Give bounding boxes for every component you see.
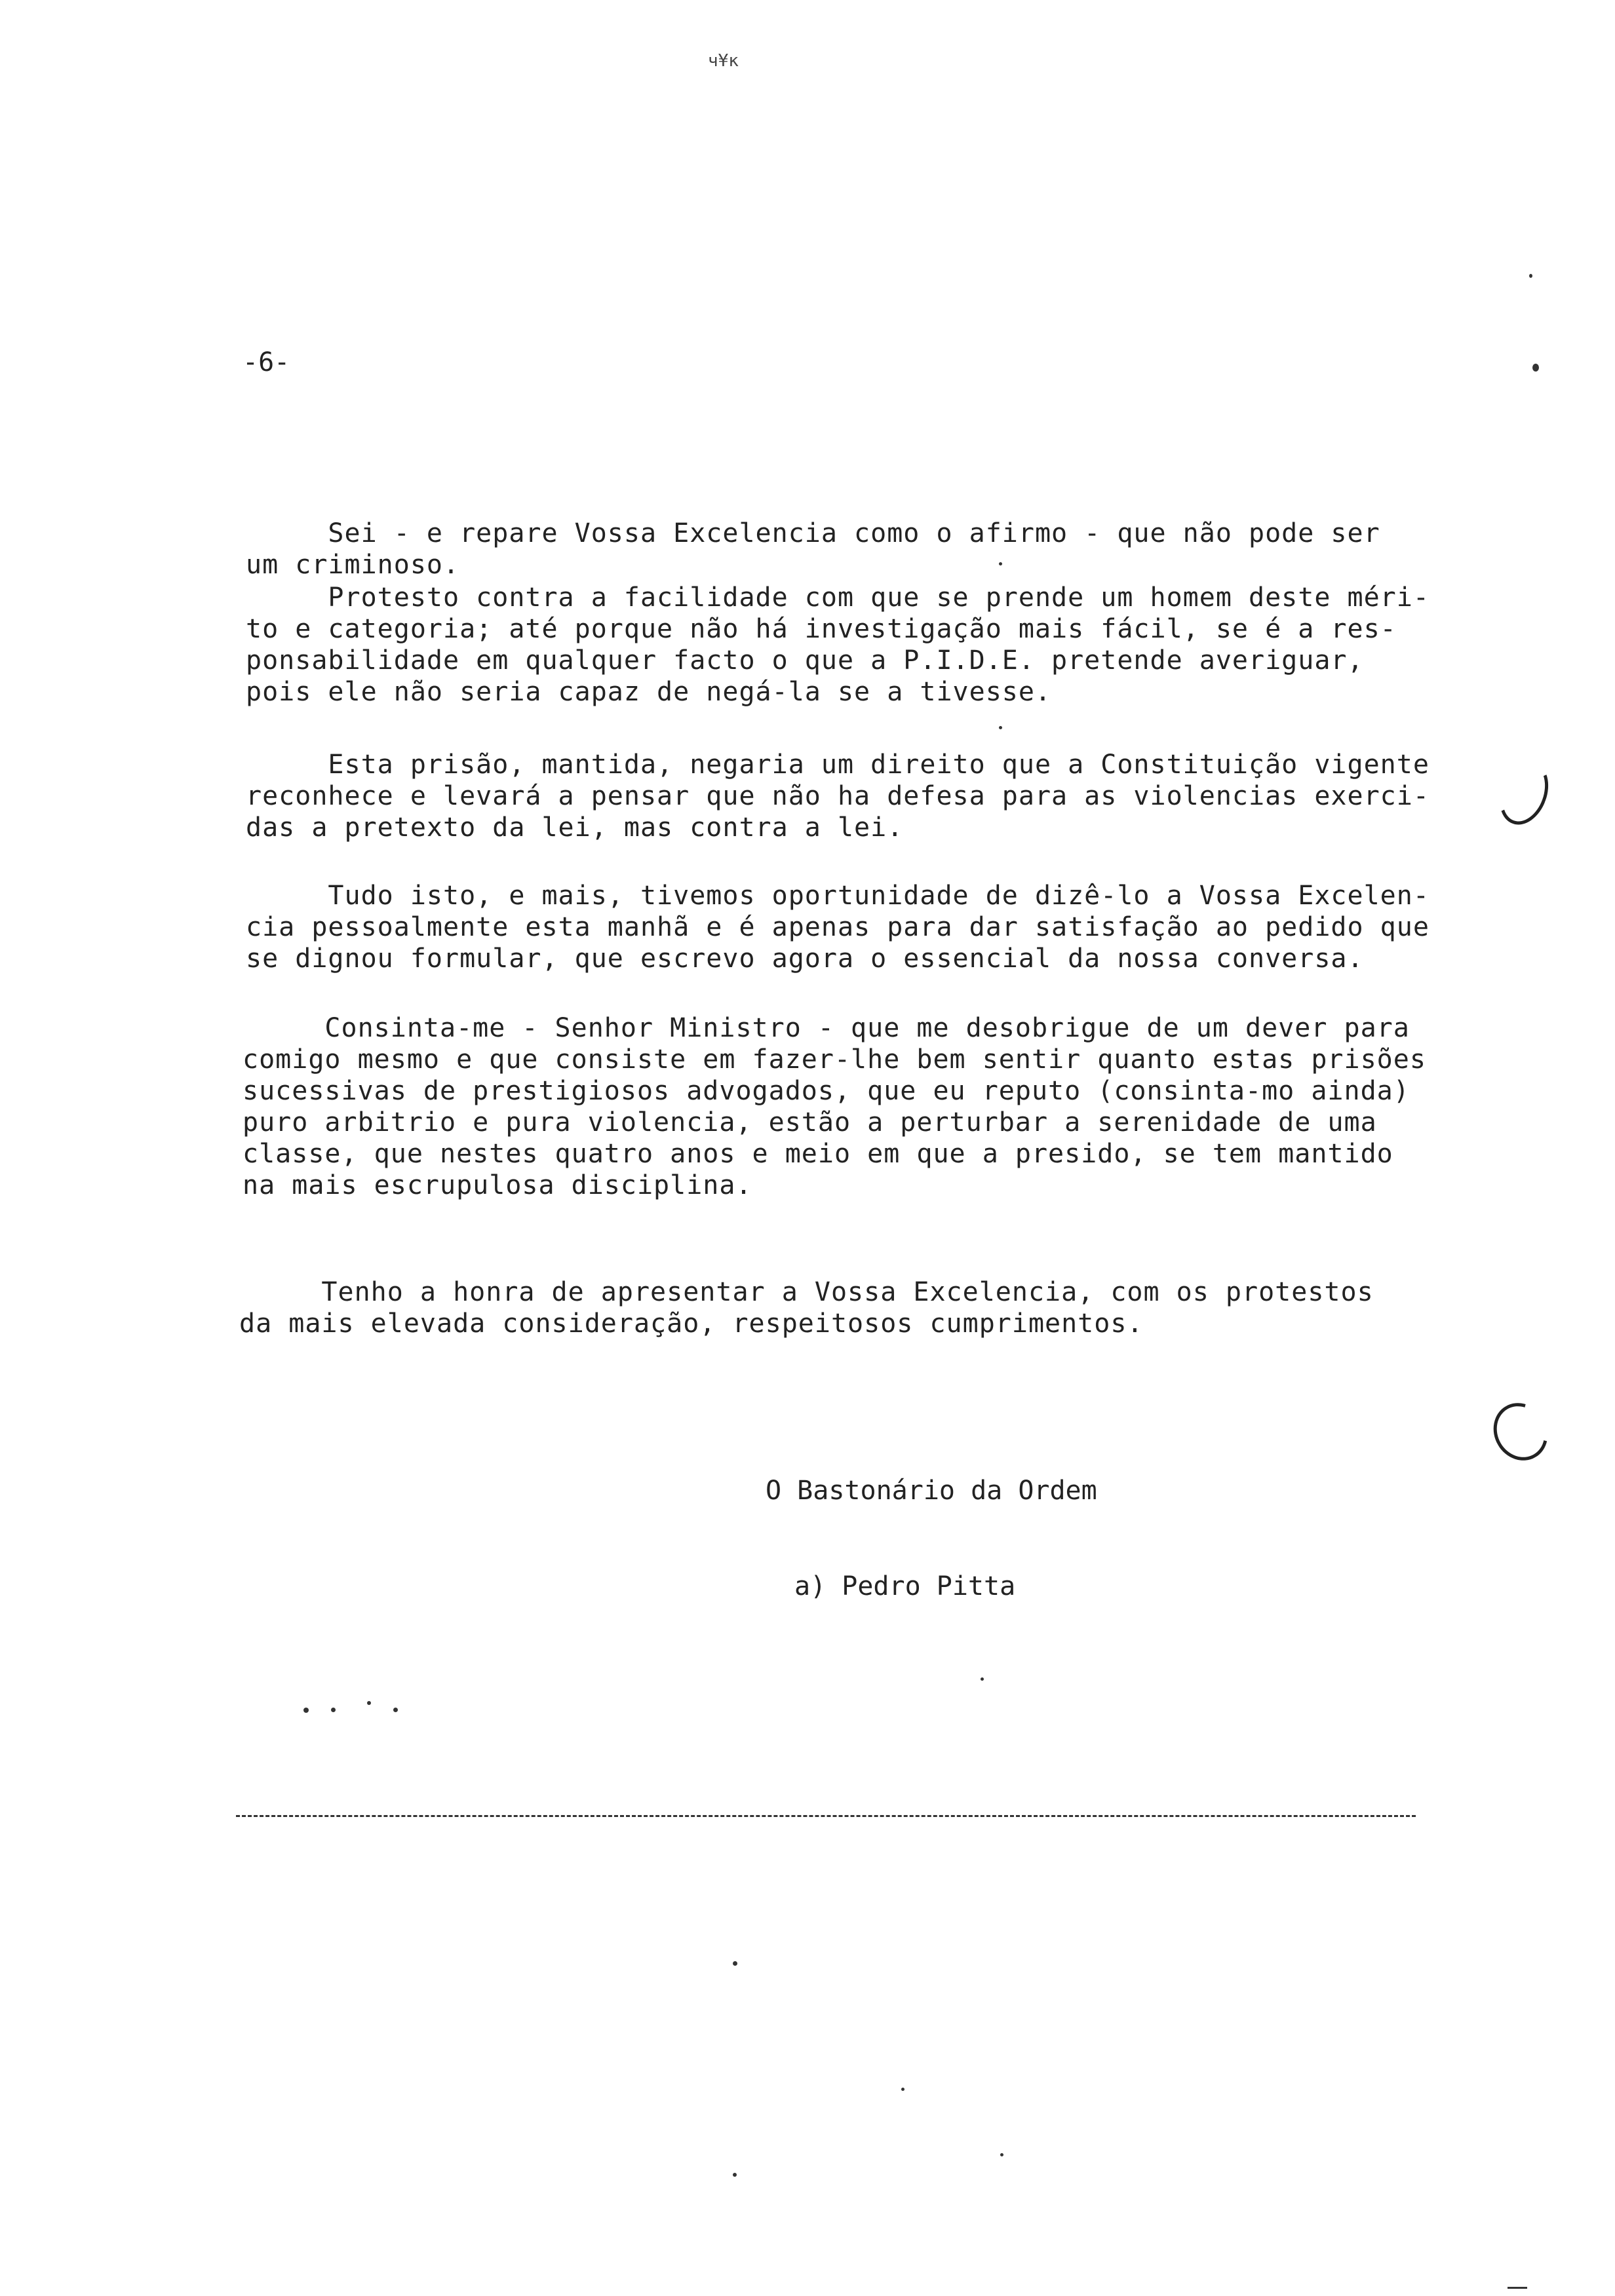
scan-speck (981, 1677, 984, 1681)
paragraph-5-line-4: puro arbitrio e pura violencia, estão a perturbar a serenidade de uma (243, 1107, 1377, 1138)
paragraph-5-line-3: sucessivas de prestigiosos advogados, que eu reputo (consinta-mo ainda) (243, 1076, 1410, 1106)
paragraph-6-line-1: Tenho a honra de apresentar a Vossa Excelencia, com os protestos (239, 1277, 1374, 1307)
paragraph-2-line-2: to e categoria; até porque não há investigação mais fácil, se é a res- (246, 614, 1397, 644)
paragraph-5-line-6: na mais escrupulosa disciplina. (243, 1170, 752, 1200)
scan-speck (303, 1708, 309, 1713)
paragraph-2-line-4: pois ele não seria capaz de negá-la se a tivesse. (246, 677, 1052, 707)
scan-speck (1532, 364, 1539, 372)
top-mark: ч¥к (708, 51, 739, 71)
signature-title: O Bastonário da Ordem (766, 1476, 1097, 1506)
paragraph-5-line-2: comigo mesmo e que consiste em fazer-lhe bem sentir quanto estas prisões (243, 1044, 1426, 1075)
paragraph-2-line-1: Protesto contra a facilidade com que se prende um homem deste méri- (246, 583, 1430, 613)
page-number: -6- (243, 347, 290, 377)
scan-speck (331, 1708, 336, 1712)
scan-speck (733, 2173, 737, 2177)
dashed-separator (236, 1815, 1416, 1817)
scan-speck (1000, 2153, 1003, 2156)
signature-name: a) Pedro Pitta (794, 1571, 1016, 1601)
paragraph-5-line-5: classe, que nestes quatro anos e meio em que a presido, se tem mantido (243, 1139, 1393, 1169)
scan-speck (733, 1961, 737, 1966)
scan-speck (393, 1708, 398, 1712)
paragraph-4-line-1: Tudo isto, e mais, tivemos oportunidade de dizê-lo a Vossa Excelen- (246, 881, 1430, 911)
scan-speck (1508, 2287, 1527, 2289)
scan-speck (901, 2088, 905, 2091)
paragraph-5-line-1: Consinta-me - Senhor Ministro - que me desobrigue de um dever para (243, 1013, 1410, 1043)
paragraph-1-line-1: Sei - e repare Vossa Excelencia como o afirmo - que não pode ser (246, 518, 1380, 548)
paragraph-4-line-2: cia pessoalmente esta manhã e é apenas para dar satisfação ao pedido que (246, 912, 1430, 942)
paragraph-6-line-2: da mais elevada consideração, respeitosos cumprimentos. (239, 1309, 1144, 1339)
scan-speck (999, 726, 1002, 729)
paragraph-2-line-3: ponsabilidade em qualquer facto o que a P.I.D.E. pretende averiguar, (246, 645, 1364, 676)
paragraph-3-line-2: reconhece e levará a pensar que não ha defesa para as violencias exerci- (246, 781, 1430, 811)
scan-speck (999, 562, 1002, 565)
paragraph-3-line-1: Esta prisão, mantida, negaria um direito que a Constituição vigente (246, 750, 1430, 780)
paragraph-1-line-2: um criminoso. (246, 550, 460, 580)
punch-hole-mark-lower (1483, 1393, 1558, 1470)
punch-hole-mark-upper (1491, 754, 1557, 832)
scan-speck (367, 1701, 371, 1705)
paragraph-3-line-3: das a pretexto da lei, mas contra a lei. (246, 813, 904, 843)
paragraph-4-line-3: se dignou formular, que escrevo agora o essencial da nossa conversa. (246, 944, 1364, 974)
scan-speck (1529, 274, 1532, 278)
